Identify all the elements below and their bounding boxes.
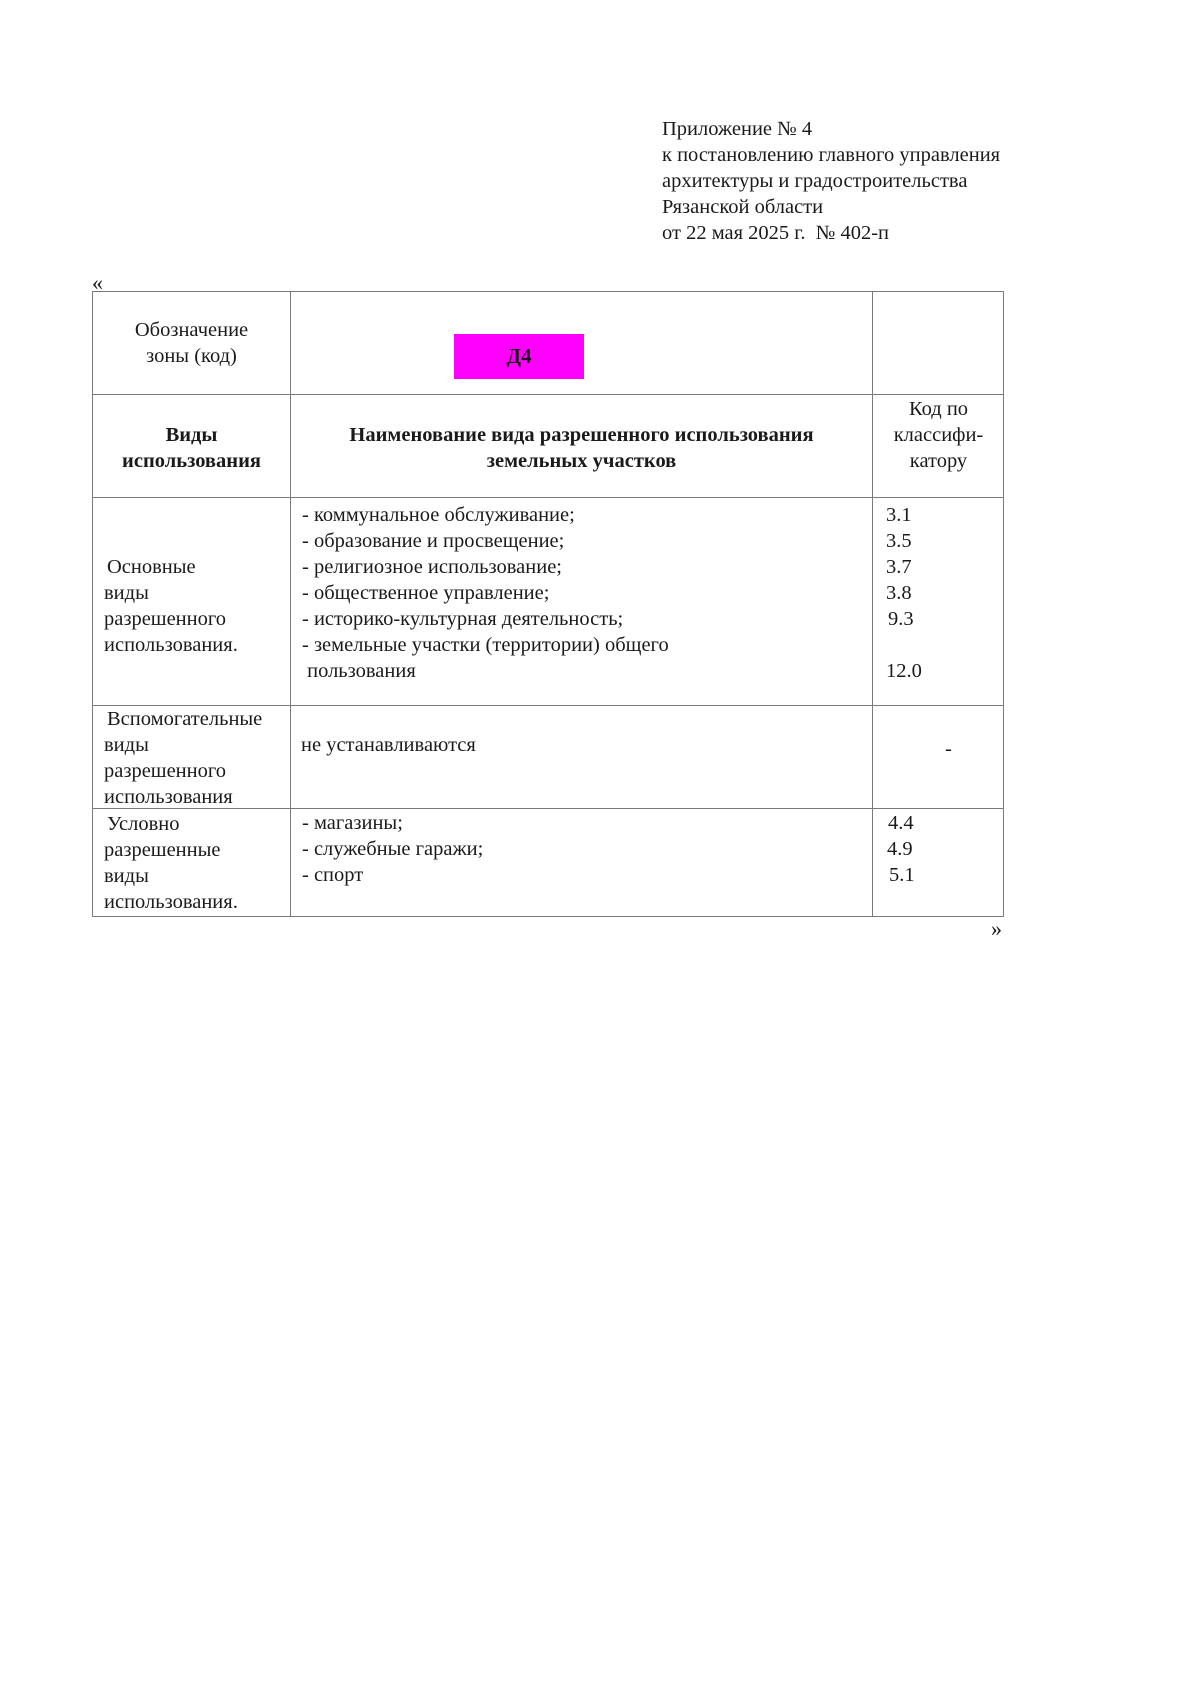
main-uses-label-line: Основные xyxy=(107,556,196,578)
document-header xyxy=(662,116,1000,246)
auxiliary-uses-code-cell xyxy=(873,706,1004,809)
column-header-name xyxy=(291,395,873,498)
column-header-line: Виды xyxy=(165,424,218,446)
conditional-use-item: - служебные гаражи; xyxy=(302,838,484,860)
closing-quote: » xyxy=(991,916,1002,941)
main-uses-label-line: виды xyxy=(104,582,149,604)
main-use-code: 9.3 xyxy=(888,608,914,630)
conditional-use-code: 5.1 xyxy=(889,864,915,886)
zone-code-cell xyxy=(291,292,873,395)
conditional-uses-label-line: разрешенные xyxy=(104,839,221,861)
column-header-line: классифи- xyxy=(893,424,984,446)
column-header-uses xyxy=(93,395,291,498)
main-use-item: - земельные участки (территории) общего xyxy=(302,634,669,656)
main-use-code xyxy=(886,632,1004,658)
column-header-code xyxy=(873,395,1004,498)
conditional-use-item: - спорт xyxy=(302,864,364,886)
main-use-code: 3.8 xyxy=(886,582,912,604)
auxiliary-uses-label-line: использования xyxy=(104,786,233,808)
zone-label-cell xyxy=(93,292,291,395)
header-date-number: от 22 мая 2025 г. № 402-п xyxy=(662,222,890,244)
auxiliary-uses-label-line: Вспомогательные xyxy=(107,708,263,730)
conditional-uses-codes-cell xyxy=(873,809,1004,916)
main-uses-label-line: использования. xyxy=(104,634,238,656)
main-uses-list-cell xyxy=(291,498,873,706)
auxiliary-uses-label-cell xyxy=(93,706,291,809)
auxiliary-uses-text-cell xyxy=(291,706,873,809)
conditional-use-code: 4.4 xyxy=(888,812,914,834)
conditional-uses-label-line: использования. xyxy=(104,891,238,913)
main-uses-label-line: разрешенного xyxy=(104,608,227,630)
zone-code-badge: Д4 xyxy=(454,334,584,379)
conditional-uses-label-cell xyxy=(93,809,291,916)
conditional-use-item: - магазины; xyxy=(302,812,403,834)
main-use-item: - коммунальное обслуживание; xyxy=(302,504,575,526)
header-department: архитектуры и градостроительства xyxy=(662,170,968,192)
main-uses-codes-cell xyxy=(873,498,1004,706)
column-header-line: Код по xyxy=(908,398,969,420)
column-header-line: катору xyxy=(909,450,968,472)
header-resolution-ref: к постановлению главного управления xyxy=(662,144,1001,166)
conditional-use-code: 4.9 xyxy=(887,838,913,860)
main-use-item: - общественное управление; xyxy=(302,582,550,604)
conditional-uses-label-line: виды xyxy=(104,865,149,887)
conditional-uses-label-line: Условно xyxy=(107,813,180,835)
auxiliary-uses-code: - xyxy=(945,738,952,760)
main-use-item: - образование и просвещение; xyxy=(302,530,565,552)
header-appendix-number: Приложение № 4 xyxy=(662,118,813,140)
main-use-code: 3.7 xyxy=(886,556,912,578)
zone-empty-cell xyxy=(873,292,1004,395)
auxiliary-uses-label-line: виды xyxy=(104,734,149,756)
auxiliary-uses-label-line: разрешенного xyxy=(104,760,227,782)
main-use-item: - религиозное использование; xyxy=(302,556,562,578)
zone-label-line: зоны (код) xyxy=(146,345,237,367)
main-use-code: 3.5 xyxy=(886,530,912,552)
main-use-code: 12.0 xyxy=(886,660,922,682)
conditional-uses-list-cell xyxy=(291,809,873,916)
column-header-line: земельных участков xyxy=(486,450,677,472)
main-use-item: пользования xyxy=(302,660,416,682)
auxiliary-uses-text: не устанавливаются xyxy=(301,734,476,756)
column-header-line: Наименование вида разрешенного использования xyxy=(349,424,814,446)
main-uses-label-cell xyxy=(93,498,291,706)
main-use-code: 3.1 xyxy=(886,504,912,526)
column-header-line: использования xyxy=(122,450,261,472)
zoning-table xyxy=(92,291,1004,917)
opening-quote: « xyxy=(92,270,103,295)
main-use-item: - историко-культурная деятельность; xyxy=(302,608,624,630)
zone-label-line: Обозначение xyxy=(134,319,249,341)
header-region: Рязанской области xyxy=(662,196,824,218)
